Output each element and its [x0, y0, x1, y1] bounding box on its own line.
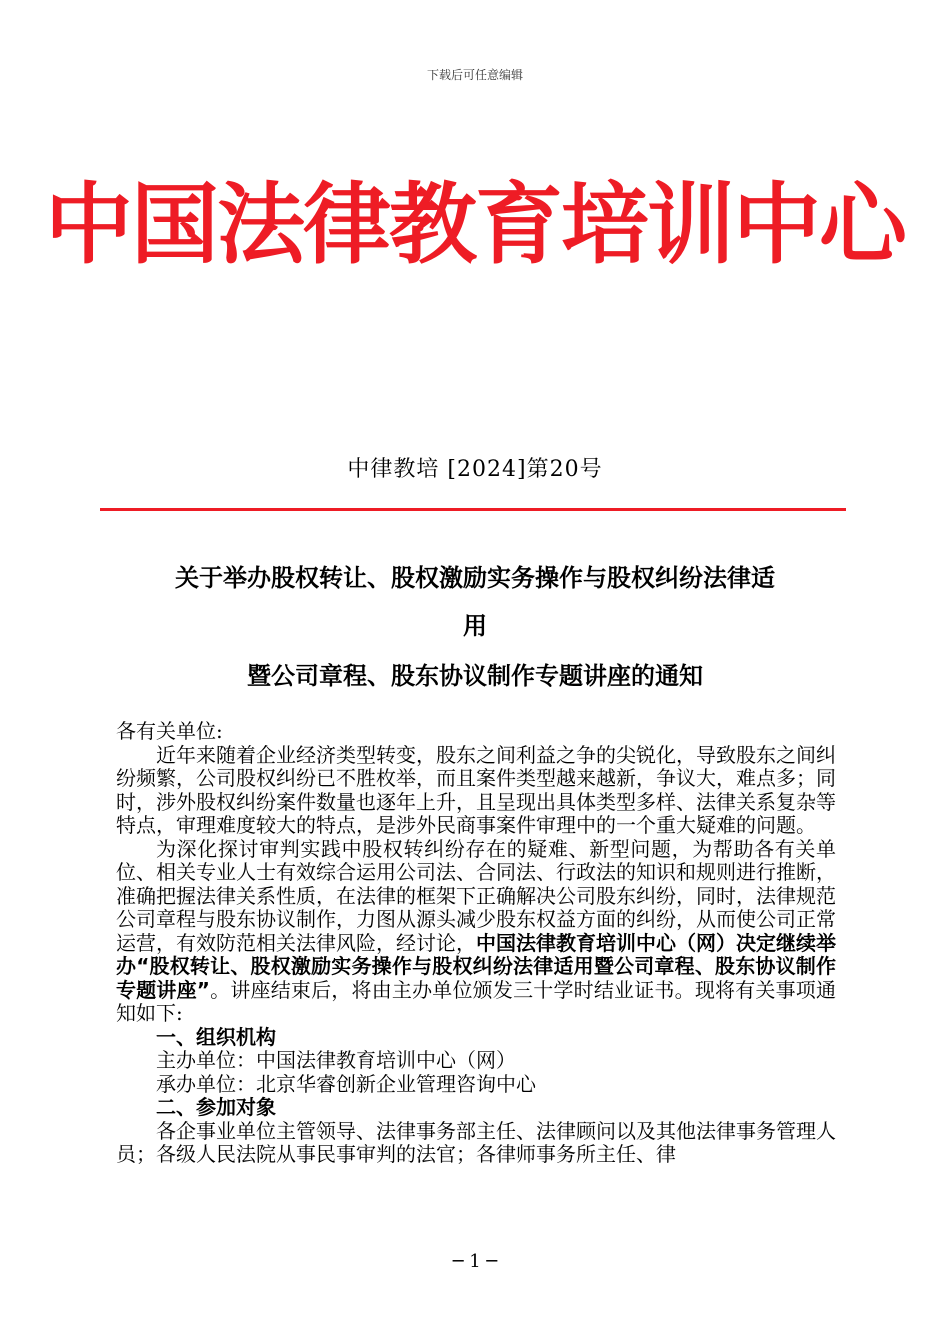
notice-title-line-2: 用	[463, 612, 487, 640]
organizer-unit: 承办单位：北京华睿创新企业管理咨询中心	[156, 1071, 536, 1096]
purpose-text-b: 。讲座结束后，将由主办单位颁发三十学时结业证书。现将有关事项通知如下:	[116, 977, 836, 1025]
page-number: ─ 1 ─	[452, 1251, 498, 1272]
purpose-bold-text: 中国法律教育培训中心（网）决定继续举办“股权转让、股权激励实务操作与股权纠纷法律适用暨公司章程、股东协议制作专题讲座”	[116, 930, 836, 1002]
notice-body	[116, 720, 836, 1167]
watermark-text: 下载后可任意编辑	[426, 68, 523, 82]
section-heading-organization: 一、组织机构	[156, 1024, 276, 1049]
host-unit: 主办单位：中国法律教育培训中心（网）	[156, 1048, 516, 1072]
document-number: 中律教培 [2024]第20号	[347, 457, 603, 482]
notice-title-line-3: 暨公司章程、股东协议制作专题讲座的通知	[247, 662, 703, 690]
paragraph-purpose	[116, 838, 836, 1026]
salutation: 各有关单位:	[116, 719, 223, 743]
section-heading-participants: 二、参加对象	[156, 1095, 276, 1119]
red-divider	[100, 508, 846, 511]
paragraph-background: 近年来随着企业经济类型转变，股东之间利益之争的尖锐化，导致股东之间纠纷频繁，公司股权纠纷已不胜枚举，而且案件类型越来越新，争议大，难点多；同时，涉外股权纠纷案件数量也逐年上升，且呈现出具体类型多样、法律关系复杂等特点，审理难度较大的特点，是涉外民商事案件审理中的一个重大疑难的问题。	[116, 742, 836, 837]
masthead-title: 中国法律教育培训中心	[44, 173, 905, 276]
notice-title-line-1: 关于举办股权转让、股权激励实务操作与股权纠纷法律适	[175, 564, 775, 592]
participants-text: 各企事业单位主管领导、法律事务部主任、法律顾问以及其他法律事务管理人员；各级人民法院从事民事审判的法官；各律师事务所主任、律	[116, 1118, 836, 1166]
purpose-text-a: 为深化探讨审判实践中股权转纠纷存在的疑难、新型问题，为帮助各有关单位、相关专业人士有效综合运用公司法、合同法、行政法的知识和规则进行推断，准确把握法律关系性质，在法律的框架下正确解决公司股东纠纷，同时，法律规范公司章程与股东协议制作，力图从源头减少股东权益方面的纠纷，从而使公司正常运营，有效防范相关法律风险，经讨论，	[116, 836, 836, 955]
